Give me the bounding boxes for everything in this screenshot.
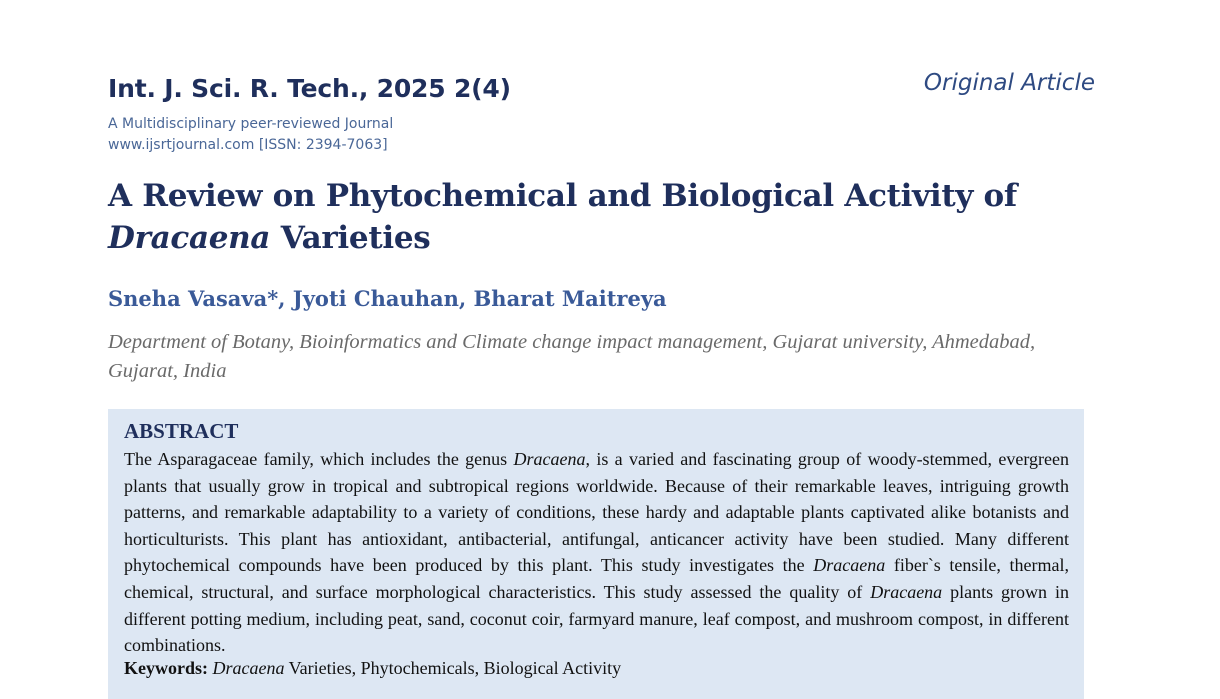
abstract-seg2: , is a varied and fascinating group of woody-stemmed, evergreen plants that usually grow in tropical and subtropical regions worldwide. Because of their remarkable leaves, intriguing growth patterns, and remarkable adaptability to a variety of conditions, these hardy and adaptable plants captivated alike botanists and horticulturists. This plant has antioxidant, antibacterial, antifungal, anticancer activity have been studied. Many different phytochemical compounds have been produced by this plant. This study investigates the: [124, 449, 1069, 576]
journal-info: [108, 114, 393, 156]
keywords-label: Keywords:: [124, 658, 208, 678]
abstract-seg4: plants grown in different potting medium, including peat, sand, coconut coir, farmyard manure, leaf compost, and mushroom compost, in different combinations.: [124, 581, 1069, 656]
paper-title: [108, 175, 1108, 259]
journal-title: Int. J. Sci. R. Tech., 2025 2(4): [108, 74, 511, 103]
title-genus: Dracaena: [108, 220, 271, 256]
title-part2: Varieties: [270, 220, 431, 256]
abstract-body: [124, 446, 1069, 659]
affiliation: Department of Botany, Bioinformatics and Climate change impact management, Gujarat university, Ahmedabad, Gujarat, India: [108, 331, 1036, 382]
abstract-genus-3: Dracaena: [870, 581, 943, 602]
abstract-genus-2: Dracaena: [813, 555, 886, 576]
keywords: [124, 658, 1069, 679]
title-part1: A Review on Phytochemical and Biological Activity of: [108, 178, 1017, 214]
article-type: Original Article: [923, 70, 1095, 96]
keywords-rest: Varieties, Phytochemicals, Biological Activity: [284, 658, 622, 678]
author-list: Sneha Vasava*, Jyoti Chauhan, Bharat Maitreya: [108, 286, 667, 311]
abstract-seg1: The Asparagaceae family, which includes the genus: [124, 449, 514, 469]
journal-url-issn: www.ijsrtjournal.com [ISSN: 2394-7063]: [108, 137, 388, 153]
abstract-heading: ABSTRACT: [124, 419, 239, 443]
abstract-seg3: fiber`s tensile, thermal, chemical, structural, and surface morphological characteristics. This study assessed the quality of: [124, 555, 1069, 602]
abstract-genus-1: Dracaena: [513, 449, 586, 469]
journal-description: A Multidisciplinary peer-reviewed Journal: [108, 116, 394, 132]
abstract-section: [108, 409, 1084, 699]
keyword-genus: Dracaena: [212, 658, 285, 678]
